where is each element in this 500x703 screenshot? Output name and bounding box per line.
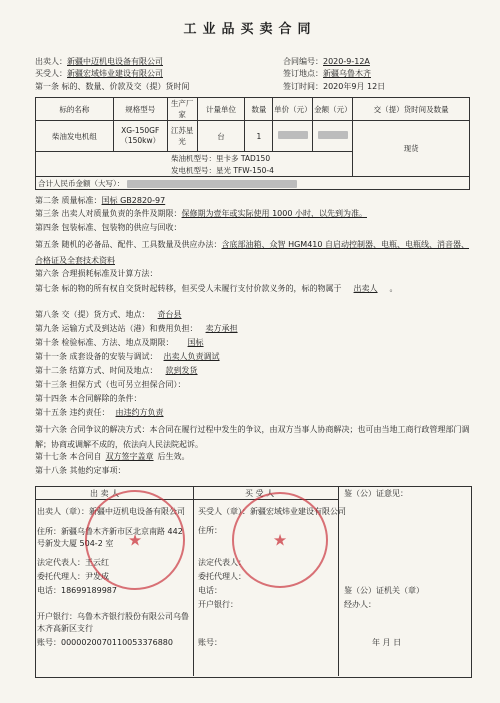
seller-bank — [37, 611, 191, 635]
item-qty: 1 — [245, 121, 273, 152]
field-label: 住所： — [37, 527, 61, 536]
clause-12 — [35, 366, 206, 376]
clause-9 — [35, 324, 246, 334]
seller-column-title: 出 卖 人 — [90, 489, 120, 498]
clause-value: 国标 — [187, 338, 204, 347]
clause-value: 由违约方负责 — [115, 408, 164, 417]
seller-account — [37, 638, 173, 648]
notary-handler: 经办人： — [344, 600, 376, 609]
field-label: 法定代表人： — [37, 558, 85, 567]
clause-11 — [35, 352, 226, 362]
clause-7 — [35, 281, 475, 296]
sign-place-label: 签订地点： — [283, 69, 323, 78]
clause-label: 第四条 包装标准、包装物的供应与回收： — [35, 223, 182, 232]
buyer-account: 账号： — [198, 638, 222, 647]
table-header-row — [36, 98, 470, 121]
buyer-address: 住所： — [198, 526, 222, 535]
total-amount — [36, 177, 470, 190]
field-label: 账号： — [37, 638, 61, 647]
buyer-header — [35, 69, 163, 79]
clause-suffix: 。 — [389, 284, 398, 293]
sign-date — [283, 82, 385, 92]
seller-phone — [37, 586, 117, 596]
clause-5 — [35, 237, 475, 269]
clause-label: 第十条 检验标准、方法、地点及期限： — [35, 338, 174, 347]
clause-3 — [35, 209, 367, 219]
contract-no-value: 2020-9-12A — [323, 57, 370, 66]
sign-place — [283, 69, 371, 79]
sign-place-value: 新疆乌鲁木齐 — [323, 69, 371, 78]
buyer-legal-rep: 法定代表人： — [198, 558, 246, 567]
clause-label: 第八条 交（提）货方式、地点： — [35, 310, 150, 319]
buyer-company-seal — [232, 492, 328, 588]
col-header: 单价（元） — [273, 98, 313, 121]
redacted-amount — [318, 131, 348, 139]
item-unit: 台 — [197, 121, 245, 152]
notary-column-title: 鉴（公）证意见： — [344, 489, 408, 498]
star-icon: ★ — [272, 530, 288, 550]
clause-value: 款到发货 — [165, 366, 198, 375]
clause-label: 第十五条 违约责任： — [35, 408, 110, 417]
contract-no-label: 合同编号： — [283, 57, 323, 66]
item-amount — [313, 121, 353, 152]
field-value: 乌鲁木齐银行股份有限公司乌鲁木齐高新区支行 — [37, 612, 189, 633]
star-icon: ★ — [127, 530, 143, 550]
notary-date: 年 月 日 — [372, 638, 402, 647]
clause-label: 第十一条 成套设备的安装与调试： — [35, 352, 158, 361]
buyer-column-title: 买 受 人 — [245, 489, 275, 498]
col-header: 数量 — [245, 98, 273, 121]
clause-8 — [35, 310, 190, 320]
clause-label: 第三条 出卖人对质量负责的条件及期限： — [35, 209, 182, 218]
clause-label: 第二条 质量标准： — [35, 196, 102, 205]
buyer-label: 买受人： — [35, 69, 67, 78]
col-header: 计量单位 — [197, 98, 245, 121]
field-value: 新疆乌鲁木齐新市区北京南路 442 号新发大厦 504-2 室 — [37, 527, 183, 548]
field-value: 18699189987 — [61, 586, 117, 595]
clause-4 — [35, 223, 182, 233]
clause-18 — [35, 466, 126, 476]
sign-date-label: 签订时间： — [283, 82, 323, 91]
clause-label: 第十八条 其他约定事项： — [35, 466, 126, 475]
clause-value: 保修期为壹年或实际使用 1000 小时，以先到为准。 — [181, 209, 367, 218]
seller-company-seal — [85, 490, 185, 590]
clause-value: 卖方承担 — [205, 324, 238, 333]
clause-label: 第十四条 本合同解除的条件： — [35, 394, 142, 403]
item-model: XG-150GF（150kw） — [113, 121, 167, 152]
clause-label: 第七条 标的物的所有权自交货时起转移，但买受人未履行支付价款义务的，标的物属于 — [35, 284, 342, 293]
clause-13 — [35, 380, 186, 390]
buyer-agent: 委托代理人： — [198, 572, 246, 581]
field-value: 新疆宏域炜业建设有限公司 — [250, 507, 346, 516]
clause-value: 双方签字盖章 — [105, 452, 154, 461]
field-label: 出卖人（章）： — [37, 507, 89, 516]
item-name: 柴油发电机组 — [36, 121, 114, 152]
generator-model: 发电机型号：星光 TFW-150-4 — [36, 164, 353, 177]
table-row — [36, 177, 470, 190]
clause-label: 第九条 运输方式及到达站（港）和费用负担： — [35, 324, 198, 333]
field-label: 开户银行： — [37, 612, 77, 621]
document-title: 工业品买卖合同 — [183, 22, 317, 37]
clause-value: 出卖人 — [353, 284, 378, 293]
item-delivery: 现货 — [353, 121, 470, 177]
redacted-price — [278, 131, 308, 139]
clause-17 — [35, 452, 190, 462]
field-label: 买受人（章）： — [198, 507, 250, 516]
clause-1: 第一条 标的、数量、价款及交（提）货时间 — [35, 82, 190, 91]
clause-6 — [35, 269, 158, 279]
clause-label: 第十三条 担保方式（也可另立担保合同）： — [35, 380, 186, 389]
col-header: 规格型号 — [113, 98, 167, 121]
clause-15 — [35, 408, 170, 418]
field-value: 0000020070110053376880 — [61, 638, 173, 647]
field-label: 委托代理人： — [37, 572, 85, 581]
clause-value: 奇台县 — [157, 310, 182, 319]
buyer-bank: 开户银行： — [198, 600, 238, 609]
col-header: 生产厂家 — [167, 98, 197, 121]
clause-label: 第十七条 本合同自 — [35, 452, 102, 461]
field-value: 新疆中迈机电设备有限公司 — [89, 507, 185, 516]
total-label: 合计人民币金额（大写）： — [38, 178, 125, 188]
clause-10 — [35, 338, 218, 348]
buyer-phone: 电话： — [198, 586, 222, 595]
clause-16 — [35, 422, 475, 452]
col-header: 交（提）货时间及数量 — [353, 98, 470, 121]
clause-suffix: 后生效。 — [157, 452, 190, 461]
field-label: 电话： — [37, 586, 61, 595]
notary-seal-label: 鉴（公）证机关（章） — [344, 586, 424, 595]
clause-value: 国标 GB2820-97 — [101, 196, 166, 205]
goods-table — [35, 97, 470, 190]
col-header: 标的名称 — [36, 98, 114, 121]
clause-label: 第十六条 合同争议的解决方式：本合同在履行过程中发生的争议，由双方当事人协商解决；也可由当地工商行政管理部门调解；协商或调解不成的，依法向人民法院起诉。 — [35, 425, 470, 449]
clause-14 — [35, 394, 142, 404]
clause-label: 第六条 合理损耗标准及计算方法： — [35, 269, 158, 278]
contract-no — [283, 57, 370, 67]
redacted-total — [127, 180, 297, 188]
clause-value: 出卖人负责调试 — [163, 352, 220, 361]
seller-label: 出卖人： — [35, 57, 67, 66]
clause-2 — [35, 196, 165, 206]
divider — [193, 486, 194, 676]
col-header: 金额（元） — [313, 98, 353, 121]
seller-name: 新疆中迈机电设备有限公司 — [67, 57, 163, 66]
buyer-name: 新疆宏域炜业建设有限公司 — [67, 69, 163, 78]
field-value: 尹发成 — [85, 572, 109, 581]
clause-value: 含底部油箱、众智 HGM410 自启动控制器、电瓶、电瓶线、消音器、合格证及全套技术资料 — [35, 240, 470, 265]
seller-header — [35, 57, 163, 67]
field-value: 王云红 — [85, 558, 109, 567]
clause-label: 第十二条 结算方式、时间及地点： — [35, 366, 158, 375]
item-maker: 江苏星光 — [167, 121, 197, 152]
table-row — [36, 121, 470, 152]
diesel-model: 柴油机型号：里卡多 TAD150 — [36, 152, 353, 165]
sign-date-value: 2020年9月 12日 — [323, 82, 386, 91]
clause-label: 第五条 随机的必备品、配件、工具数量及供应办法： — [35, 240, 222, 249]
item-price — [273, 121, 313, 152]
